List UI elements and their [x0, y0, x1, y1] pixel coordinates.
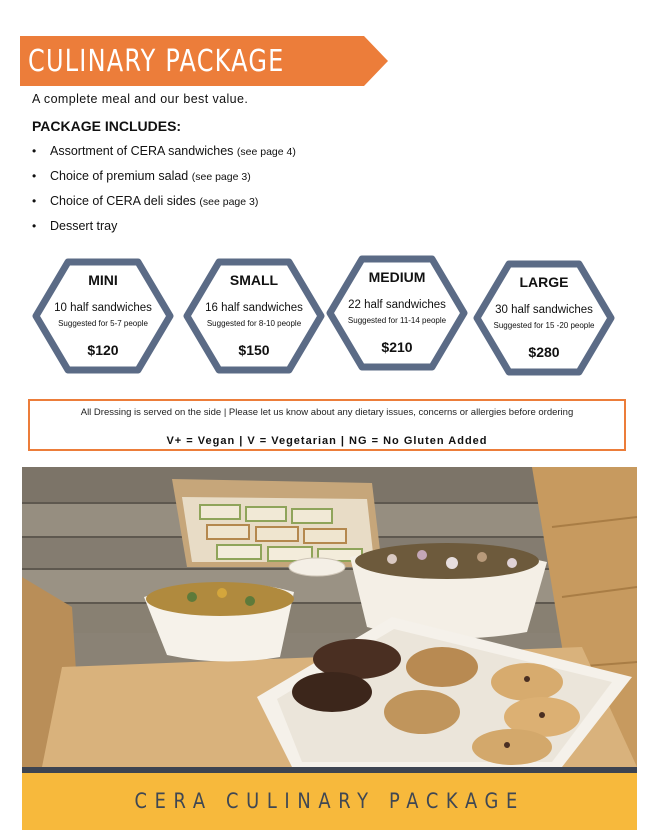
dressing-notice: All Dressing is served on the side | Please let us know about any dietary issues, concerns or allergies before ordering	[80, 407, 574, 418]
package-mini	[32, 258, 174, 374]
package-price: $150	[238, 342, 270, 358]
list-item	[32, 219, 296, 244]
page-title: CULINARY PACKAGE	[28, 44, 285, 79]
food-illustration	[22, 467, 637, 767]
list-item	[32, 194, 296, 219]
item-note: (see page 4)	[236, 146, 296, 158]
package-price: $210	[381, 339, 413, 355]
dietary-key: V+ = Vegan | V = Vegetarian | NG = No Gluten Added	[166, 435, 488, 447]
package-people: Suggested for 15 -20 people	[493, 321, 595, 330]
footer-banner	[22, 773, 637, 830]
package-name: MINI	[88, 272, 118, 288]
dietary-notice-box	[28, 399, 626, 451]
package-count: 22 half sandwiches	[348, 299, 446, 311]
title-banner	[20, 36, 388, 86]
package-name: SMALL	[229, 272, 279, 288]
package-people: Suggested for 11-14 people	[347, 316, 447, 325]
food-photo	[22, 467, 637, 767]
item-note: (see page 3)	[191, 171, 251, 183]
package-count: 30 half sandwiches	[495, 304, 593, 316]
footer-title: CERA CULINARY PACKAGE	[134, 789, 525, 813]
package-price: $280	[528, 344, 560, 360]
item-text: Dessert tray	[50, 219, 118, 233]
package-price: $120	[87, 342, 119, 358]
package-medium	[326, 255, 468, 371]
tagline: A complete meal and our best value.	[32, 92, 249, 106]
package-people: Suggested for 5-7 people	[58, 319, 148, 328]
package-name: LARGE	[519, 274, 569, 290]
package-large	[473, 260, 615, 376]
includes-list	[32, 144, 296, 244]
includes-heading: PACKAGE INCLUDES:	[32, 118, 182, 134]
item-note: (see page 3)	[199, 196, 259, 208]
package-name: MEDIUM	[368, 269, 426, 285]
item-text: Choice of premium salad	[50, 169, 189, 183]
item-text: Assortment of CERA sandwiches	[50, 144, 234, 158]
package-count: 10 half sandwiches	[54, 302, 152, 314]
package-people: Suggested for 8-10 people	[206, 319, 302, 328]
list-item	[32, 169, 296, 194]
list-item	[32, 144, 296, 169]
package-count: 16 half sandwiches	[205, 302, 303, 314]
package-small	[183, 258, 325, 374]
item-text: Choice of CERA deli sides	[50, 194, 196, 208]
